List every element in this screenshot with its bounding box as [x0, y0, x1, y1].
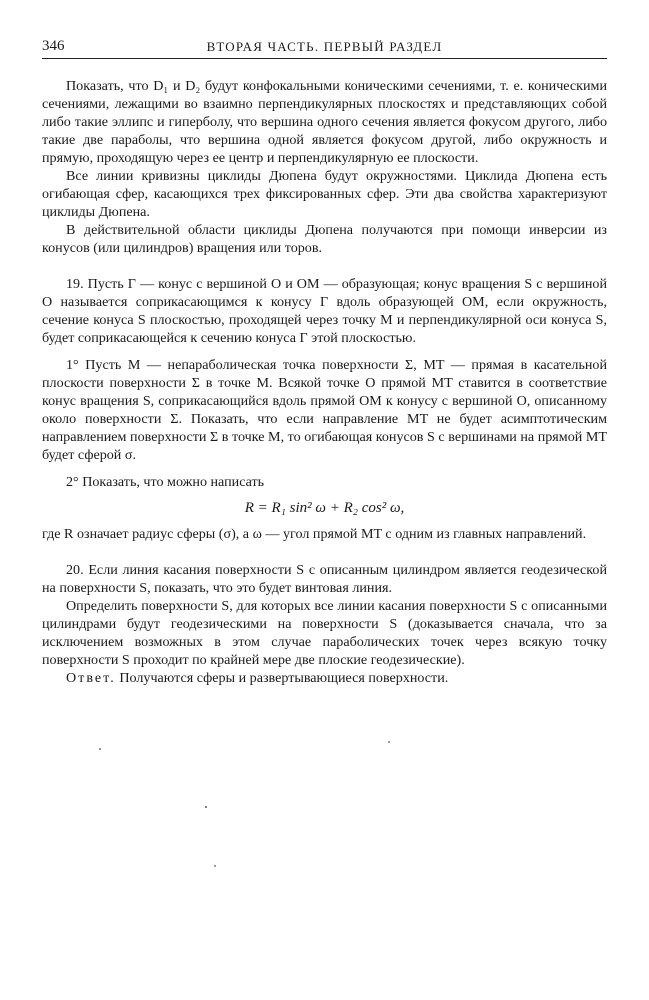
formula-explanation: где R означает радиус сферы (σ), а ω — угол прямой MT с одним из главных направлений.	[42, 526, 587, 542]
page-body	[42, 77, 607, 687]
speck	[99, 748, 101, 750]
answer-paragraph	[42, 669, 607, 687]
speck	[214, 865, 216, 867]
running-title: ВТОРАЯ ЧАСТЬ. ПЕРВЫЙ РАЗДЕЛ	[206, 39, 443, 54]
problem-19-part-2: 2° Показать, что можно написать	[66, 474, 265, 490]
speck	[205, 806, 207, 808]
problem-19-part-1: 1° Пусть M — непараболическая точка поверхности Σ, MT — прямая в касательной плоскости поверхности Σ в точке M. Всякой точке O прямой MT ставится в соответствие конус вращения S, соприкасающийся вдоль прямой OM к конусу с вершиной O, описанному около поверхности Σ. Показать, что если направление MT не будет асимптотическим направлением поверхности Σ в точке M, то огибающая конусов S с вершинами на прямой MT будет сферой σ.	[42, 357, 607, 463]
speck	[388, 741, 390, 743]
problem-20: 20. Если линия касания поверхности S с описанным цилиндром является геодезической на поверхности S, показать, что это будет винтовая линия.	[42, 562, 607, 596]
answer-text: Получаются сферы и развертывающиеся поверхности.	[119, 670, 449, 686]
problem-20-task: Определить поверхности S, для которых все линии касания поверхности S с описанными цилиндрами будут геодезическими на поверхности S (доказывается сначала, что за исключением возможных в этом случае параболических точек через всякую точку поверхности S проходит по крайней мере две плоские геодезические).	[42, 598, 607, 668]
answer-label: Ответ.	[66, 670, 116, 686]
page-number: 346	[42, 38, 65, 54]
book-page	[42, 36, 607, 687]
paragraph-real-domain: В действительной области циклиды Дюпена получаются при помощи инверсии из конусов (или цилиндров) вращения или торов.	[42, 222, 607, 256]
paragraph-curvature-lines: Все линии кривизны циклиды Дюпена будут окружностями. Циклида Дюпена есть огибающая сфер, касающихся трех фиксированных сфер. Эти два свойства характеризуют циклиды Дюпена.	[42, 168, 607, 220]
problem-19: 19. Пусть Γ — конус с вершиной O и OM — образующая; конус вращения S с вершиной O называется соприкасающимся к конусу Γ вдоль образующей OM, если окружность, сечение конуса S плоскостью, проходящей через точку M и перпендикулярной оси конуса S, будет соприкасающейся к сечению конуса Γ этой плоскостью.	[42, 276, 607, 346]
formula-radius: R = R₁ sin² ω + R₂ cos² ω,	[244, 500, 405, 516]
page-header	[42, 36, 607, 59]
paragraph-confocal: Показать, что D₁ и D₂ будут конфокальными коническими сечениями, т. е. коническими сечениями, лежащими во взаимно перпендикулярных плоскостях и представляющих собой либо такие эллипс и гиперболу, что вершина одного сечения является фокусом другого, либо такие две параболы, что вершина одной является фокусом другой, либо окружность и прямую, проходящую через ее центр и перпендикулярную ее плоскости.	[42, 78, 607, 166]
